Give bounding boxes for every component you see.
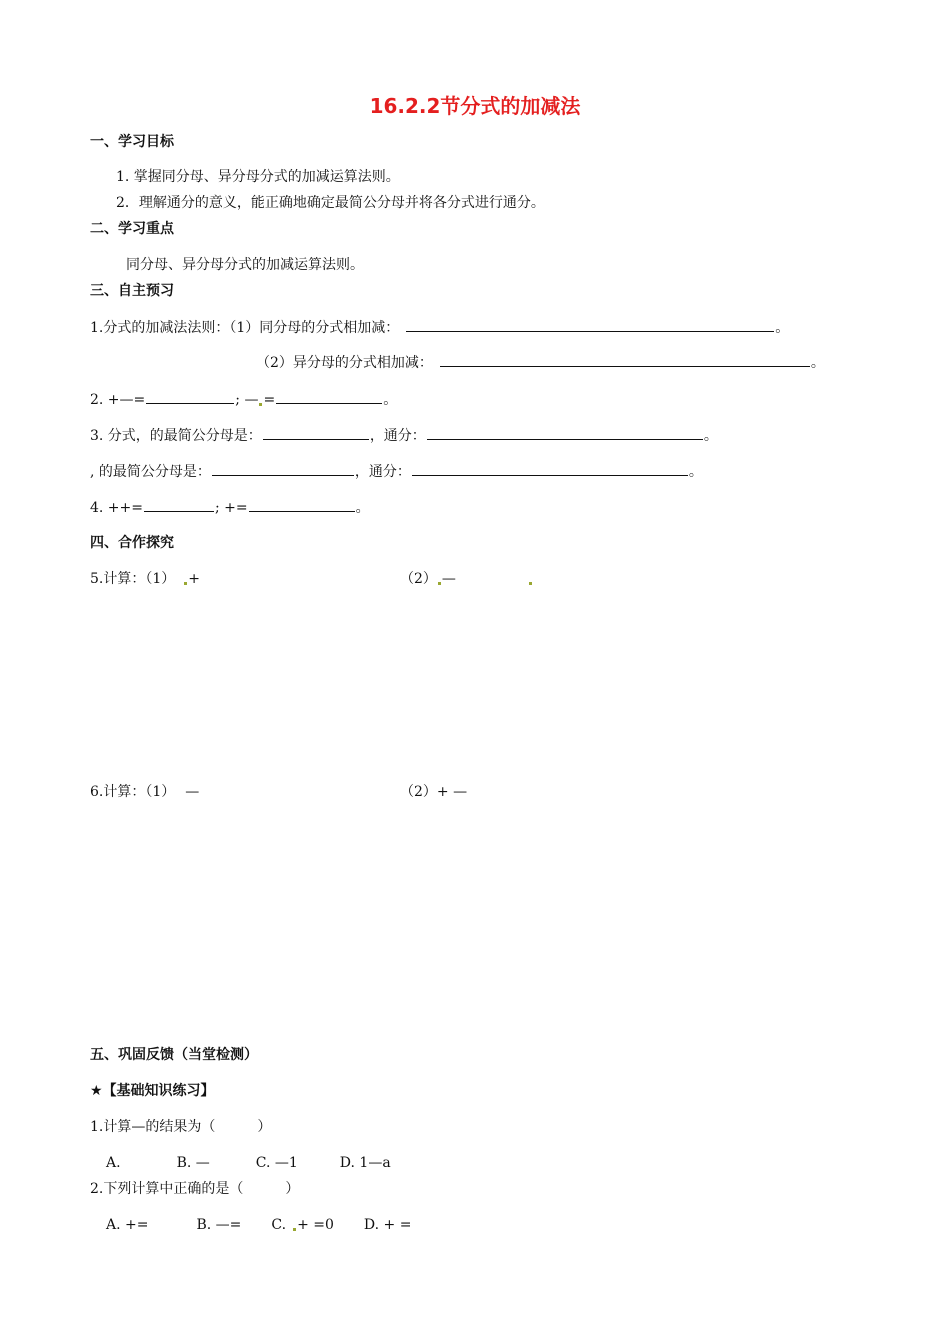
answer-blank[interactable] — [406, 317, 774, 332]
question-6-part-2: （2）+ — — [400, 784, 468, 800]
answer-blank[interactable] — [427, 425, 703, 440]
practice-question-1: 1.计算—的结果为（ ） — [90, 1119, 272, 1135]
answer-blank[interactable] — [263, 425, 369, 440]
question-1-rule-different-denominator: （2）异分母的分式相加减： 。 — [256, 352, 825, 373]
question-2: 2. +—= ; — = 。 — [90, 389, 397, 410]
option-d[interactable]: D. + = — [363, 1217, 412, 1233]
mark-dot — [293, 1228, 296, 1231]
answer-blank[interactable] — [146, 389, 234, 404]
section-heading-goals: 一、学习目标 — [90, 134, 174, 150]
question-3: 3. 分式，的最简公分母是： ，通分： 。 — [90, 425, 718, 446]
section-heading-explore: 四、合作探究 — [90, 535, 174, 551]
question-6-part-1: 6.计算：（1） — — [90, 784, 200, 800]
option-b[interactable]: B. —= — [196, 1217, 242, 1233]
answer-blank[interactable] — [276, 389, 382, 404]
key-point-text: 同分母、异分母分式的加减运算法则。 — [126, 257, 364, 273]
q1a-text: 1.分式的加减法法则：（1）同分母的分式相加减： — [90, 320, 400, 336]
question-1-rule-same-denominator: 1.分式的加减法法则：（1）同分母的分式相加减： 。 — [90, 317, 789, 338]
mark-dot — [438, 582, 441, 585]
section-heading-feedback: 五、巩固反馈（当堂检测） — [90, 1047, 258, 1063]
practice-question-1-options — [106, 1153, 391, 1173]
answer-blank[interactable] — [212, 461, 354, 476]
answer-blank[interactable] — [249, 497, 355, 512]
option-a[interactable]: A. — [106, 1155, 121, 1171]
question-5-part-2: （2） — — [400, 571, 456, 587]
goal-item-1: 1. 掌握同分母、异分母分式的加减运算法则。 — [116, 169, 400, 185]
option-c[interactable]: C. + =0 — [271, 1217, 334, 1233]
mark-dot — [529, 582, 532, 585]
answer-blank[interactable] — [412, 461, 688, 476]
option-d[interactable]: D. 1—a — [339, 1155, 391, 1171]
answer-blank[interactable] — [144, 497, 214, 512]
goal-item-2: 2．理解通分的意义，能正确地确定最简公分母并将各分式进行通分。 — [116, 195, 545, 211]
question-3-part-2: , 的最简公分母是： ，通分： 。 — [90, 461, 703, 482]
subsection-basic-practice: ★【基础知识练习】 — [90, 1083, 215, 1099]
option-a[interactable]: A. += — [106, 1217, 149, 1233]
section-heading-preview: 三、自主预习 — [90, 283, 174, 299]
practice-question-2: 2.下列计算中正确的是（ ） — [90, 1181, 300, 1197]
question-4: 4. ++= ; += 。 — [90, 497, 370, 518]
question-5-part-1: 5.计算：（1） + — [90, 571, 200, 587]
option-b[interactable]: B. — — [176, 1155, 210, 1171]
option-c[interactable]: C. —1 — [255, 1155, 298, 1171]
question-5-mark — [528, 569, 533, 589]
mark-dot — [184, 582, 187, 585]
practice-question-2-options — [106, 1215, 411, 1235]
mark-dot — [259, 403, 262, 406]
section-heading-key-points: 二、学习重点 — [90, 221, 174, 237]
answer-blank[interactable] — [440, 352, 810, 367]
page-title: 16.2.2节分式的加减法 — [369, 94, 581, 118]
q1b-text: （2）异分母的分式相加减： — [256, 355, 433, 371]
